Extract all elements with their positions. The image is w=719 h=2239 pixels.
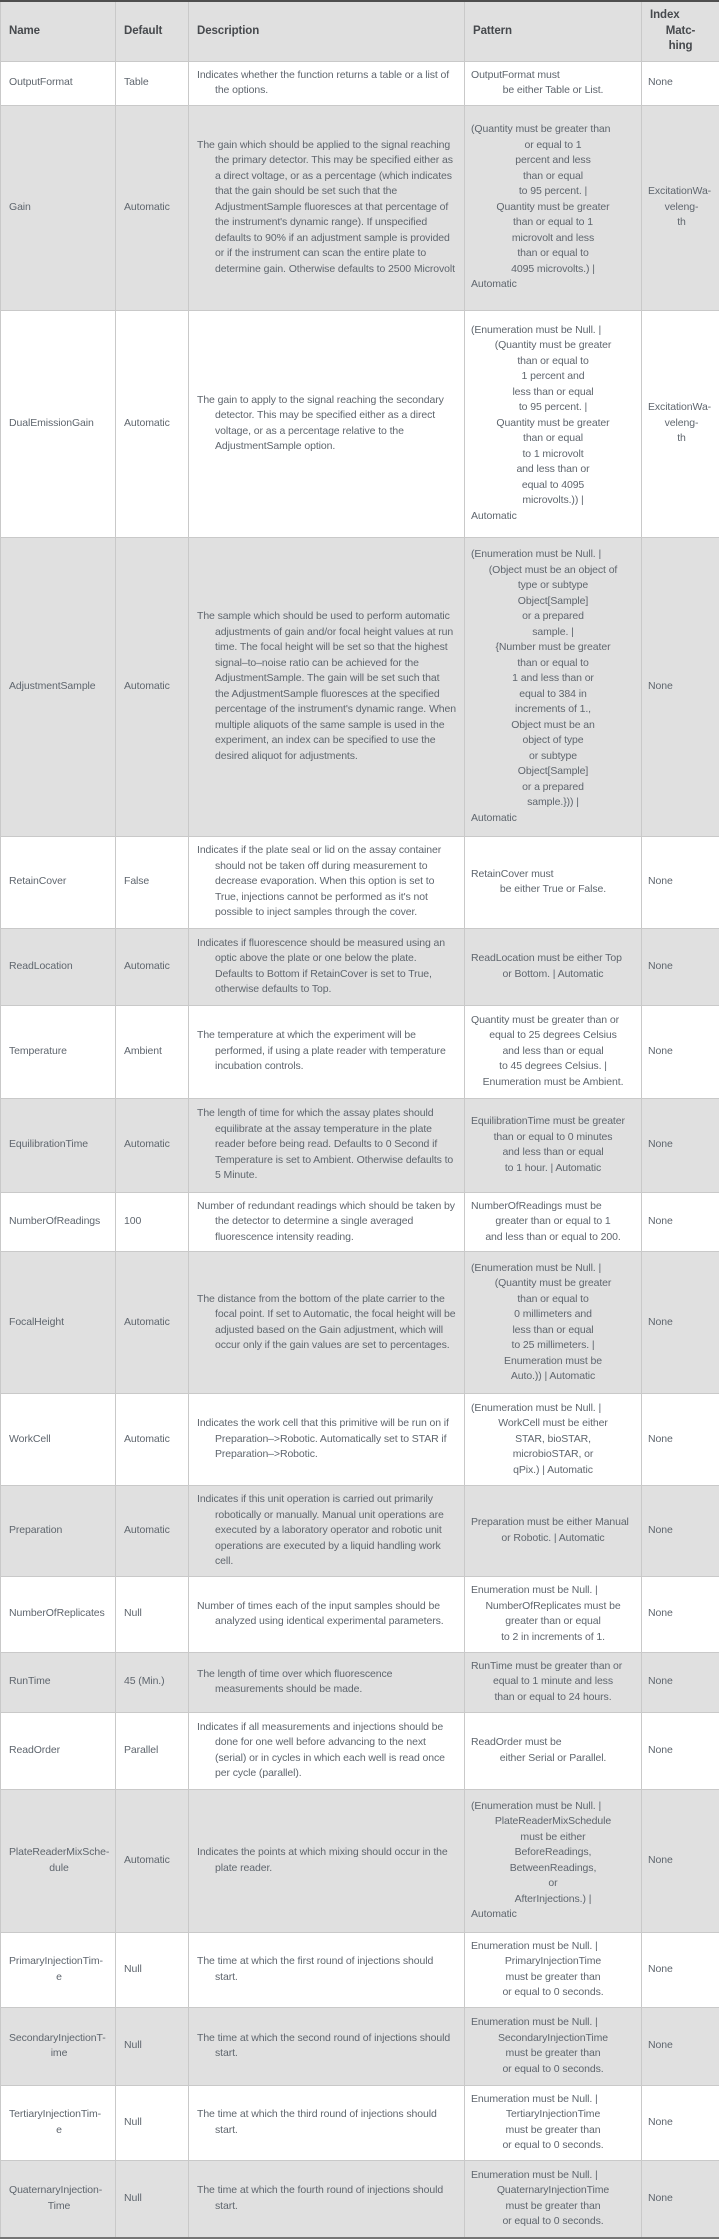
cell-default: Null: [116, 1576, 189, 1652]
cell-description: The gain which should be applied to the signal reaching the primary detector. This may be specified either as a direct voltage, or as a percentage (which indicates that the gain should be set such that the AdjustmentSample fluoresces at that percentage of the instrument's dynamic range). If unspecified defaults to 90% if an adjustment sample is provided or if the instrument can scan the entire plate to determine gain. Otherwise defaults to 2500 Microvolt: [189, 105, 465, 310]
cell-pattern: RetainCover must be either True or False.: [465, 836, 642, 928]
cell-description: The time at which the first round of injections should start.: [189, 1932, 465, 2007]
cell-pattern: RunTime must be greater than or equal to 1 minute and less than or equal to 24 hours.: [465, 1652, 642, 1712]
cell-description: Indicates if fluorescence should be measured using an optic above the plate or one below the plate. Defaults to Bottom if RetainCover is set to True, otherwise defaults to Top.: [189, 928, 465, 1005]
table-row: [1, 2085, 719, 2160]
cell-description: The time at which the third round of injections should start.: [189, 2085, 465, 2160]
cell-description: The sample which should be used to perform automatic adjustments of gain and/or focal height values at run time. The focal height will be set so that the highest signal–to–noise ratio can be achieved for the AdjustmentSample. The gain will be set such that the AdjustmentSample fluoresces at the specified percentage of the instrument's dynamic range. When multiple aliquots of the same sample is used in the experiment, an index can be specified to use the desired aliquot for adjustments.: [189, 537, 465, 836]
cell-default: Table: [116, 61, 189, 105]
cell-description: Indicates if the plate seal or lid on the assay container should not be taken off during measurement to decrease evaporation. When this option is set to True, injections cannot be performed as it's not possible to inject samples through the cover.: [189, 836, 465, 928]
cell-description: Indicates the work cell that this primitive will be run on if Preparation–>Robotic. Automatically set to STAR if Preparation–>Robotic.: [189, 1394, 465, 1486]
cell-default: Automatic: [116, 928, 189, 1005]
cell-name: Temperature: [1, 1005, 116, 1098]
cell-pattern: (Enumeration must be Null. | PlateReaderMixSchedule must be either BeforeReadings, BetweenReadings, or AfterInjections.) | Automatic: [465, 1789, 642, 1932]
cell-name: FocalHeight: [1, 1252, 116, 1394]
cell-pattern: Quantity must be greater than or equal to 25 degrees Celsius and less than or equal to 45 degrees Celsius. | Enumeration must be Ambient.: [465, 1005, 642, 1098]
table-row: [1, 1932, 719, 2007]
cell-default: Null: [116, 2160, 189, 2238]
cell-pattern: Enumeration must be Null. | PrimaryInjectionTime must be greater than or equal to 0 seconds.: [465, 1932, 642, 2007]
table-row: [1, 2160, 719, 2238]
cell-index-matching: None: [642, 1712, 719, 1789]
cell-pattern: (Quantity must be greater than or equal to 1 percent and less than or equal to 95 percent. | Quantity must be greater than or equal to 1 microvolt and less than or equal to 4095 microvolts.) | Automatic: [465, 105, 642, 310]
cell-index-matching: None: [642, 2160, 719, 2238]
cell-default: False: [116, 836, 189, 928]
cell-name: EquilibrationTime: [1, 1098, 116, 1192]
cell-pattern: Preparation must be either Manual or Robotic. | Automatic: [465, 1486, 642, 1577]
table-row: [1, 2007, 719, 2085]
cell-pattern: (Enumeration must be Null. | (Object must be an object of type or subtype Object[Sample] or a prepared sample. | {Number must be greater than or equal to 1 and less than or equal to 384 in increments of 1., Object must be an object of type or subtype Object[Sample] or a prepared sample.})) | Automatic: [465, 537, 642, 836]
cell-description: Indicates if all measurements and injections should be done for one well before advancing to the next (serial) or in cycles in which each well is read once per cycle (parallel).: [189, 1712, 465, 1789]
cell-pattern: NumberOfReadings must be greater than or equal to 1 and less than or equal to 200.: [465, 1192, 642, 1252]
table-row: [1, 1789, 719, 1932]
cell-index-matching: None: [642, 61, 719, 105]
cell-default: Automatic: [116, 105, 189, 310]
cell-pattern: Enumeration must be Null. | QuaternaryInjectionTime must be greater than or equal to 0 seconds.: [465, 2160, 642, 2238]
table-row: [1, 1576, 719, 1652]
cell-pattern: (Enumeration must be Null. | WorkCell must be either STAR, bioSTAR, microbioSTAR, or qPix.) | Automatic: [465, 1394, 642, 1486]
cell-description: The gain to apply to the signal reaching the secondary detector. This may be specified either as a direct voltage, or as a percentage relative to the AdjustmentSample option.: [189, 310, 465, 537]
table-row: [1, 105, 719, 310]
cell-name: PlateReaderMixSche- dule: [1, 1789, 116, 1932]
table-row: [1, 537, 719, 836]
cell-name: AdjustmentSample: [1, 537, 116, 836]
cell-name: TertiaryInjectionTim- e: [1, 2085, 116, 2160]
cell-description: Indicates the points at which mixing should occur in the plate reader.: [189, 1789, 465, 1932]
cell-description: The distance from the bottom of the plate carrier to the focal point. If set to Automatic, the focal height will be adjusted based on the Gain adjustment, which will occur only if the gain values are set to percentages.: [189, 1252, 465, 1394]
table-header: [1, 1, 719, 61]
cell-name: NumberOfReplicates: [1, 1576, 116, 1652]
cell-default: Automatic: [116, 1252, 189, 1394]
cell-default: Automatic: [116, 1789, 189, 1932]
cell-name: Preparation: [1, 1486, 116, 1577]
cell-pattern: OutputFormat must be either Table or List.: [465, 61, 642, 105]
cell-name: PrimaryInjectionTim- e: [1, 1932, 116, 2007]
table-row: [1, 1712, 719, 1789]
column-header-default: Default: [116, 1, 189, 61]
cell-default: Automatic: [116, 1394, 189, 1486]
table-row: [1, 61, 719, 105]
table-row: [1, 1098, 719, 1192]
cell-name: OutputFormat: [1, 61, 116, 105]
table-row: [1, 928, 719, 1005]
cell-index-matching: ExcitationWa- veleng- th: [642, 105, 719, 310]
header-row: [1, 1, 719, 61]
cell-index-matching: None: [642, 537, 719, 836]
cell-name: RetainCover: [1, 836, 116, 928]
cell-index-matching: None: [642, 2007, 719, 2085]
cell-name: RunTime: [1, 1652, 116, 1712]
cell-description: Indicates whether the function returns a table or a list of the options.: [189, 61, 465, 105]
cell-index-matching: None: [642, 1252, 719, 1394]
cell-name: NumberOfReadings: [1, 1192, 116, 1252]
cell-index-matching: None: [642, 1394, 719, 1486]
cell-default: 45 (Min.): [116, 1652, 189, 1712]
cell-pattern: ReadLocation must be either Top or Bottom. | Automatic: [465, 928, 642, 1005]
cell-default: Null: [116, 2007, 189, 2085]
cell-index-matching: None: [642, 1098, 719, 1192]
cell-description: Number of redundant readings which should be taken by the detector to determine a single averaged fluorescence intensity reading.: [189, 1192, 465, 1252]
cell-default: Parallel: [116, 1712, 189, 1789]
cell-description: Indicates if this unit operation is carried out primarily robotically or manually. Manual unit operations are executed by a laboratory operator and robotic unit operations are executed by a liquid handling work cell.: [189, 1486, 465, 1577]
cell-pattern: Enumeration must be Null. | NumberOfReplicates must be greater than or equal to 2 in increments of 1.: [465, 1576, 642, 1652]
cell-pattern: (Enumeration must be Null. | (Quantity must be greater than or equal to 1 percent and less than or equal to 95 percent. | Quantity must be greater than or equal to 1 microvolt and less than or equal to 4095 microvolts.)) | Automatic: [465, 310, 642, 537]
cell-index-matching: None: [642, 1932, 719, 2007]
table-row: [1, 1252, 719, 1394]
cell-name: Gain: [1, 105, 116, 310]
column-header-description: Description: [189, 1, 465, 61]
cell-description: The length of time over which fluorescence measurements should be made.: [189, 1652, 465, 1712]
column-header-index-matching: Index Matc- hing: [642, 1, 719, 61]
cell-default: Null: [116, 2085, 189, 2160]
cell-description: The time at which the second round of injections should start.: [189, 2007, 465, 2085]
cell-name: ReadLocation: [1, 928, 116, 1005]
table-row: [1, 1005, 719, 1098]
cell-index-matching: None: [642, 1652, 719, 1712]
cell-index-matching: None: [642, 1486, 719, 1577]
cell-name: WorkCell: [1, 1394, 116, 1486]
table-row: [1, 1486, 719, 1577]
cell-default: Null: [116, 1932, 189, 2007]
cell-index-matching: None: [642, 1576, 719, 1652]
table-row: [1, 1652, 719, 1712]
cell-index-matching: None: [642, 1192, 719, 1252]
column-header-name: Name: [1, 1, 116, 61]
cell-description: Number of times each of the input samples should be analyzed using identical experimental parameters.: [189, 1576, 465, 1652]
cell-index-matching: None: [642, 2085, 719, 2160]
cell-name: DualEmissionGain: [1, 310, 116, 537]
cell-pattern: ReadOrder must be either Serial or Parallel.: [465, 1712, 642, 1789]
cell-name: ReadOrder: [1, 1712, 116, 1789]
cell-index-matching: ExcitationWa- veleng- th: [642, 310, 719, 537]
cell-pattern: EquilibrationTime must be greater than or equal to 0 minutes and less than or equal to 1 hour. | Automatic: [465, 1098, 642, 1192]
cell-pattern: Enumeration must be Null. | TertiaryInjectionTime must be greater than or equal to 0 seconds.: [465, 2085, 642, 2160]
cell-index-matching: None: [642, 1005, 719, 1098]
cell-default: Ambient: [116, 1005, 189, 1098]
cell-description: The temperature at which the experiment will be performed, if using a plate reader with temperature incubation controls.: [189, 1005, 465, 1098]
cell-default: Automatic: [116, 1098, 189, 1192]
cell-description: The time at which the fourth round of injections should start.: [189, 2160, 465, 2238]
cell-default: 100: [116, 1192, 189, 1252]
cell-index-matching: None: [642, 928, 719, 1005]
cell-name: SecondaryInjectionT- ime: [1, 2007, 116, 2085]
table-body: [1, 61, 719, 2238]
column-header-pattern: Pattern: [465, 1, 642, 61]
cell-pattern: (Enumeration must be Null. | (Quantity must be greater than or equal to 0 millimeters and less than or equal to 25 millimeters. | Enumeration must be Auto.)) | Automatic: [465, 1252, 642, 1394]
table-row: [1, 1192, 719, 1252]
cell-default: Automatic: [116, 1486, 189, 1577]
cell-default: Automatic: [116, 310, 189, 537]
cell-pattern: Enumeration must be Null. | SecondaryInjectionTime must be greater than or equal to 0 seconds.: [465, 2007, 642, 2085]
table-row: [1, 1394, 719, 1486]
cell-default: Automatic: [116, 537, 189, 836]
cell-description: The length of time for which the assay plates should equilibrate at the assay temperature in the plate reader before being read. Defaults to 0 Second if Temperature is set to Ambient. Otherwise defaults to 5 Minute.: [189, 1098, 465, 1192]
cell-name: QuaternaryInjection- Time: [1, 2160, 116, 2238]
cell-index-matching: None: [642, 836, 719, 928]
cell-index-matching: None: [642, 1789, 719, 1932]
table-row: [1, 310, 719, 537]
table-row: [1, 836, 719, 928]
